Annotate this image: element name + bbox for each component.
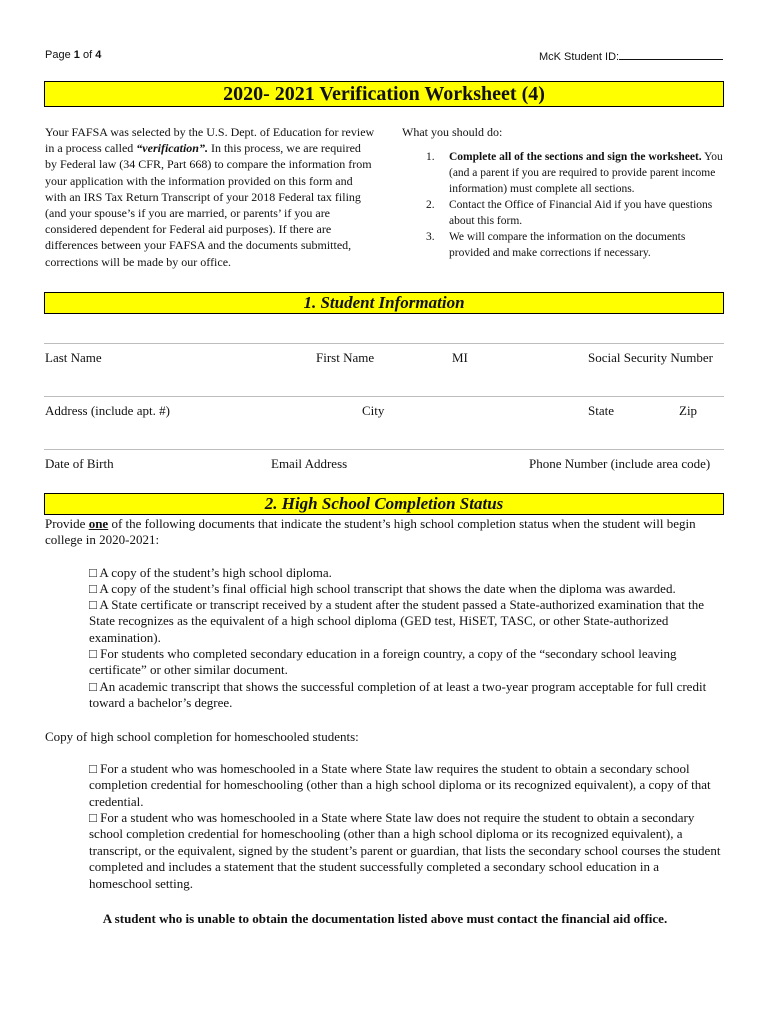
step-text: Contact the Office of Financial Aid if you have questions about this form. (449, 199, 713, 228)
intro-paragraph (45, 124, 375, 270)
step-number: 2. (426, 199, 435, 212)
student-id-field[interactable] (619, 49, 723, 60)
intro-one: one (88, 516, 109, 531)
intro-emphasis: “verification”. (136, 141, 208, 156)
instruction-step (402, 149, 727, 197)
state-label: State (588, 403, 614, 418)
footer-note: A student who is unable to obtain the documentation listed above must contact the financial aid office. (102, 911, 668, 926)
first-name-label: First Name (316, 350, 375, 365)
option-state-certificate: □ A State certificate or transcript received by a student after the student passed a State-authorized examination that the State recognizes as the equivalent of a high school diploma (GED test, HiSET, TASC, or other State-authorized examination). (89, 597, 705, 645)
intro-post: of the following documents that indicate the student’s high school completion status when the student will begin college in 2020-2021: (45, 516, 696, 548)
field-line (44, 449, 724, 450)
email-label: Email Address (271, 456, 348, 471)
option-diploma: □ A copy of the student’s high school diploma. (89, 565, 332, 580)
section-student-information-title: 1. Student Information (44, 292, 724, 314)
page-prefix: Page (45, 49, 71, 61)
step-text: We will compare the information on the documents provided and make corrections if necessary. (449, 231, 686, 260)
phone-label: Phone Number (include area code) (529, 456, 711, 471)
instruction-step (402, 197, 727, 229)
instructions-list (402, 149, 727, 261)
intro-pre: Provide (45, 516, 89, 531)
section2-intro (45, 516, 725, 549)
section-hs-completion-title: 2. High School Completion Status (44, 493, 724, 515)
student-id-label: McK Student ID: (539, 51, 620, 63)
address-label: Address (include apt. #) (45, 403, 170, 418)
option-foreign-certificate: □ For students who completed secondary education in a foreign country, a copy of the “secondary school leaving certificate” or other similar document. (89, 646, 677, 678)
step-bold: Complete all of the sections and sign the worksheet. (449, 151, 702, 164)
step-number: 1. (426, 151, 435, 164)
mi-label: MI (452, 350, 468, 365)
field-line (44, 396, 724, 397)
instruction-step (402, 229, 727, 261)
homeschool-heading: Copy of high school completion for homeschooled students: (45, 729, 359, 744)
page-current: 1 (73, 49, 80, 61)
option-homeschool-transcript: □ For a student who was homeschooled in a State where State law does not require the student to obtain a secondary school completion credential for homeschooling (other than a high school diploma or its recognized equivalent), a transcript, or the equivalent, signed by the student’s parent or guardian, that lists the secondary school courses the student completed and includes a statement that the student successfully completed a secondary school education in a homeschool setting. (89, 810, 721, 891)
intro-text-1: Your FAFSA was selected by the U.S. Dept. of Education for review in a process called (45, 125, 375, 156)
student-id (539, 49, 723, 63)
page-of: of (82, 49, 93, 61)
step-text: You (and a parent if you are required to provide parent income information) must complete all sections. (449, 151, 723, 196)
intro-text-2: In this process, we are required by Federal law (34 CFR, Part 668) to compare the information from your application with the information provided on this form and with an IRS Tax Return Transcript of your 2018 Federal tax filing (and your spouse’s if you are married, or parents’ if you are considered dependent for Federal aid purposes). If there are differences between your FAFSA and the documents submitted, corrections will be made by our office. (45, 141, 372, 269)
page-number (45, 49, 101, 61)
instructions-heading: What you should do: (402, 125, 503, 139)
option-academic-transcript: □ An academic transcript that shows the successful completion of at least a two-year program acceptable for full credit toward a bachelor’s degree. (89, 679, 707, 711)
city-label: City (362, 403, 385, 418)
step-number: 3. (426, 231, 435, 244)
page-title: 2020- 2021 Verification Worksheet (4) (44, 81, 724, 107)
field-line (44, 343, 724, 344)
page-total: 4 (95, 49, 102, 61)
option-transcript: □ A copy of the student’s final official high school transcript that shows the date when the diploma was awarded. (89, 581, 676, 596)
instructions-block (402, 124, 727, 261)
last-name-label: Last Name (45, 350, 102, 365)
zip-label: Zip (679, 403, 698, 418)
dob-label: Date of Birth (45, 456, 114, 471)
option-homeschool-credential: □ For a student who was homeschooled in a State where State law requires the student to obtain a secondary school completion credential for homeschooling (other than a high school diploma or its recognized equivalent), a copy of that credential. (89, 761, 711, 809)
ssn-label: Social Security Number (588, 350, 713, 365)
